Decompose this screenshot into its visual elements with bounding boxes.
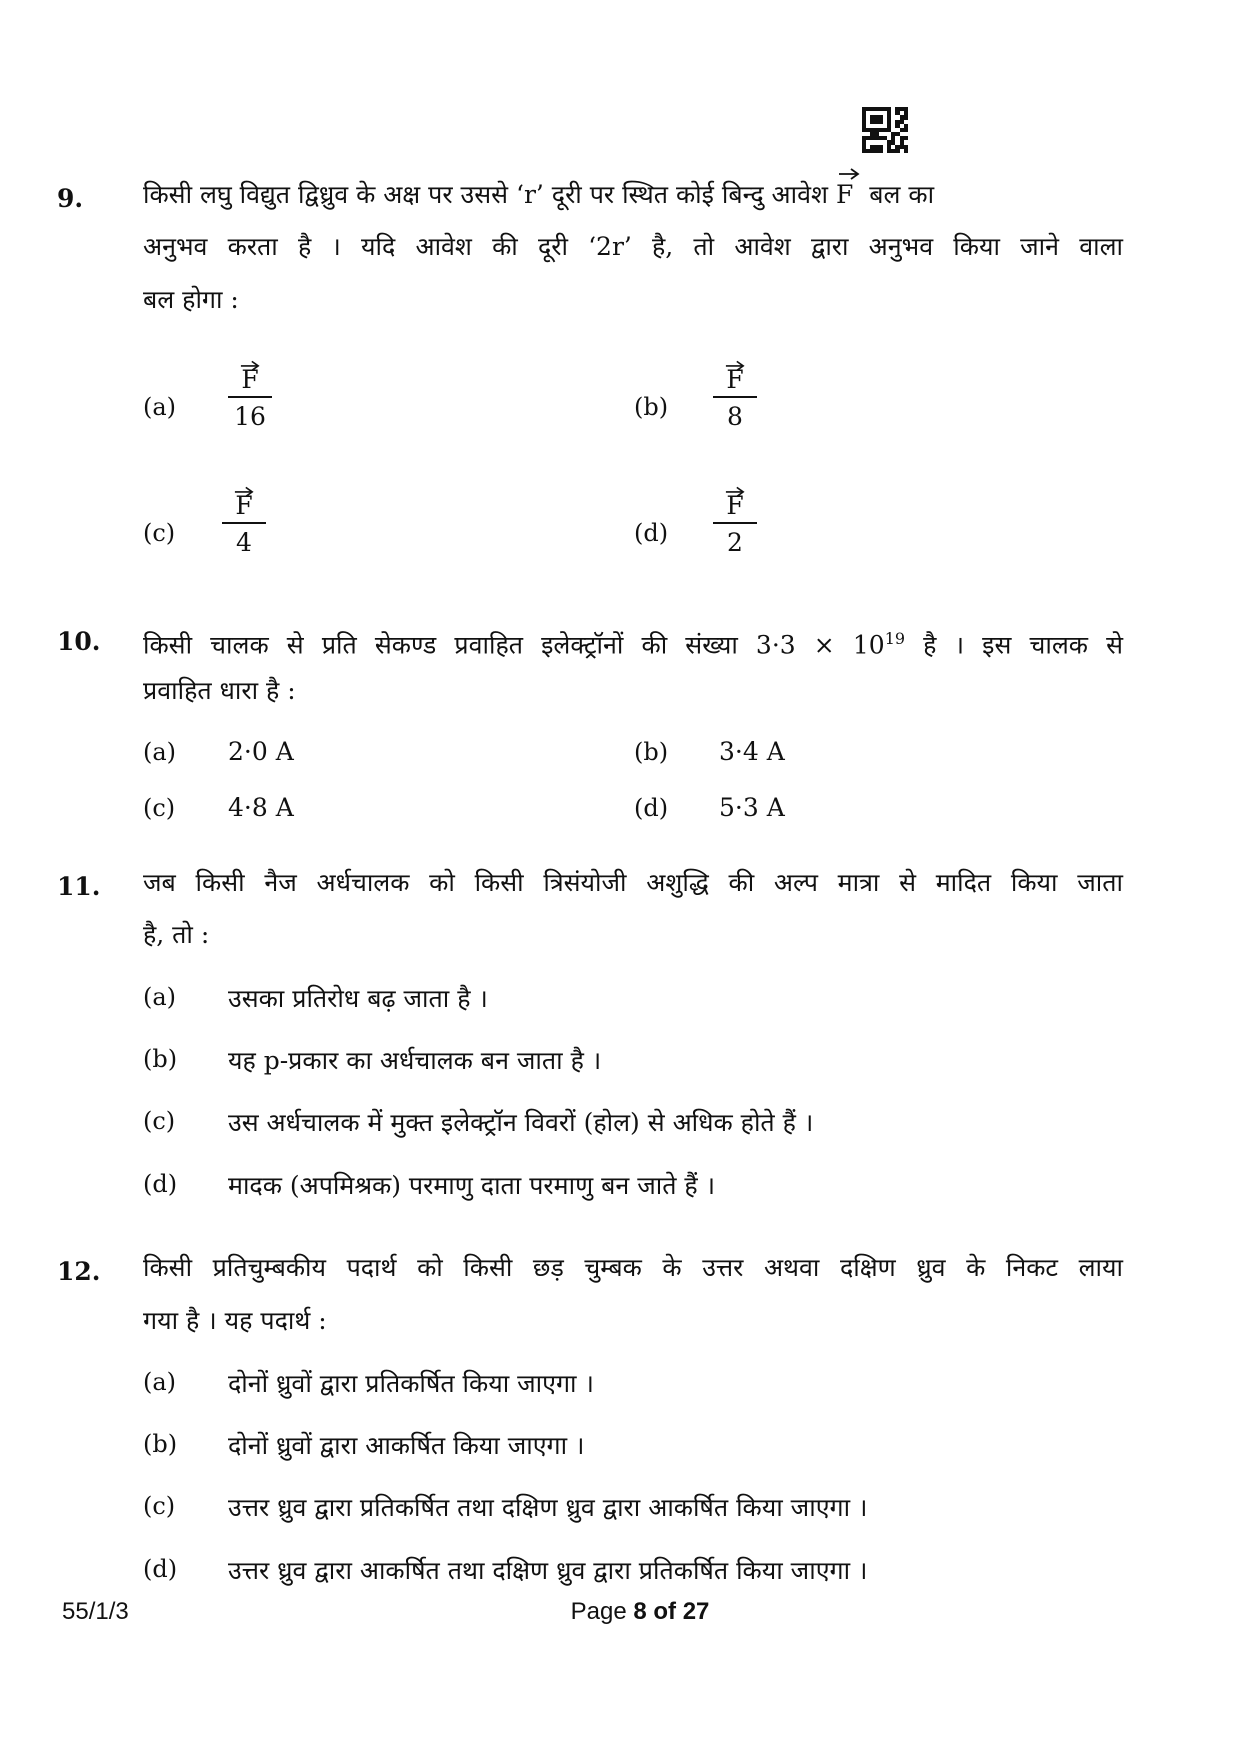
question-9-line-3: बल होगा :	[143, 285, 239, 314]
q9-option-b-label: (b)	[634, 393, 669, 421]
page-number: Page 8 of 27	[570, 1598, 710, 1625]
q10-option-a-label: (a)	[143, 738, 177, 766]
q12-option-d-text: उत्तर ध्रुव द्वारा आकर्षित तथा दक्षिण ध्रुव द्वारा प्रतिकर्षित किया जाएगा ।	[228, 1556, 868, 1585]
question-12-line-1: किसी प्रतिचुम्बकीय पदार्थ को किसी छड़ चुम्बक के उत्तर अथवा दक्षिण ध्रुव के निकट लाया	[143, 1253, 1123, 1282]
q11-option-a-label: (a)	[143, 983, 177, 1011]
question-11-line-2: है, तो :	[143, 920, 210, 949]
q9-option-a-fraction: F 16	[228, 358, 272, 430]
q9-option-d-fraction: F 2	[713, 484, 757, 556]
q11-option-c-text: उस अर्धचालक में मुक्त इलेक्ट्रॉन विवरों (होल) से अधिक होते हैं ।	[228, 1108, 814, 1137]
question-12-line-2: गया है । यह पदार्थ :	[143, 1306, 327, 1335]
qr-code	[862, 107, 908, 153]
q11-option-d-text: मादक (अपमिश्रक) परमाणु दाता परमाणु बन जाते हैं ।	[228, 1171, 716, 1200]
q10-option-d-text: 5·3 A	[719, 793, 785, 822]
q12-option-b-label: (b)	[143, 1430, 178, 1458]
q11-option-b-text: यह p-प्रकार का अर्धचालक बन जाता है ।	[228, 1046, 602, 1075]
question-12-number: 12.	[57, 1257, 101, 1286]
q10-option-c-label: (c)	[143, 794, 176, 822]
q12-option-c-label: (c)	[143, 1492, 176, 1520]
question-11-number: 11.	[57, 872, 101, 901]
q12-option-d-label: (d)	[143, 1555, 178, 1583]
q9-option-c-fraction: F 4	[222, 484, 266, 556]
q9-option-d-label: (d)	[634, 519, 669, 547]
q10-option-d-label: (d)	[634, 794, 669, 822]
q9-option-a-label: (a)	[143, 393, 177, 421]
q12-option-b-text: दोनों ध्रुवों द्वारा आकर्षित किया जाएगा ।	[228, 1431, 585, 1460]
question-9-line-1: किसी लघु विद्युत द्विध्रुव के अक्ष पर उससे ‘r’ दूरी पर स्थित कोई बिन्दु आवेश F बल का	[143, 180, 1123, 210]
question-10-line-1: किसी चालक से प्रति सेकण्ड प्रवाहित इलेक्ट्रॉनों की संख्या $3\cdot 3 \times 10^{19}$ है । इस चालक से	[143, 629, 1124, 660]
question-10-number: 10.	[57, 627, 101, 656]
q12-option-c-text: उत्तर ध्रुव द्वारा प्रतिकर्षित तथा दक्षिण ध्रुव द्वारा आकर्षित किया जाएगा ।	[228, 1493, 868, 1522]
q11-option-b-label: (b)	[143, 1045, 178, 1073]
q11-option-c-label: (c)	[143, 1107, 176, 1135]
q11-option-d-label: (d)	[143, 1170, 178, 1198]
q10-option-b-label: (b)	[634, 738, 669, 766]
q12-option-a-text: दोनों ध्रुवों द्वारा प्रतिकर्षित किया जाएगा ।	[228, 1369, 594, 1398]
question-9-line-2: अनुभव करता है । यदि आवेश की दूरी ‘2r’ है, तो आवेश द्वारा अनुभव किया जाने वाला	[143, 232, 1123, 261]
q10-option-c-text: 4·8 A	[228, 793, 294, 822]
q12-option-a-label: (a)	[143, 1368, 177, 1396]
q9-option-c-label: (c)	[143, 519, 176, 547]
vector-f-symbol: F	[836, 180, 853, 210]
paper-code: 55/1/3	[62, 1598, 129, 1625]
question-9-number: 9.	[57, 184, 84, 213]
question-10-line-2: प्रवाहित धारा है :	[143, 676, 296, 705]
q10-option-a-text: 2·0 A	[228, 737, 294, 766]
q11-option-a-text: उसका प्रतिरोध बढ़ जाता है ।	[228, 984, 488, 1013]
question-11-line-1: जब किसी नैज अर्धचालक को किसी त्रिसंयोजी अशुद्धि की अल्प मात्रा से मादित किया जाता	[143, 868, 1123, 897]
q10-option-b-text: 3·4 A	[719, 737, 785, 766]
q9-option-b-fraction: F 8	[713, 358, 757, 430]
